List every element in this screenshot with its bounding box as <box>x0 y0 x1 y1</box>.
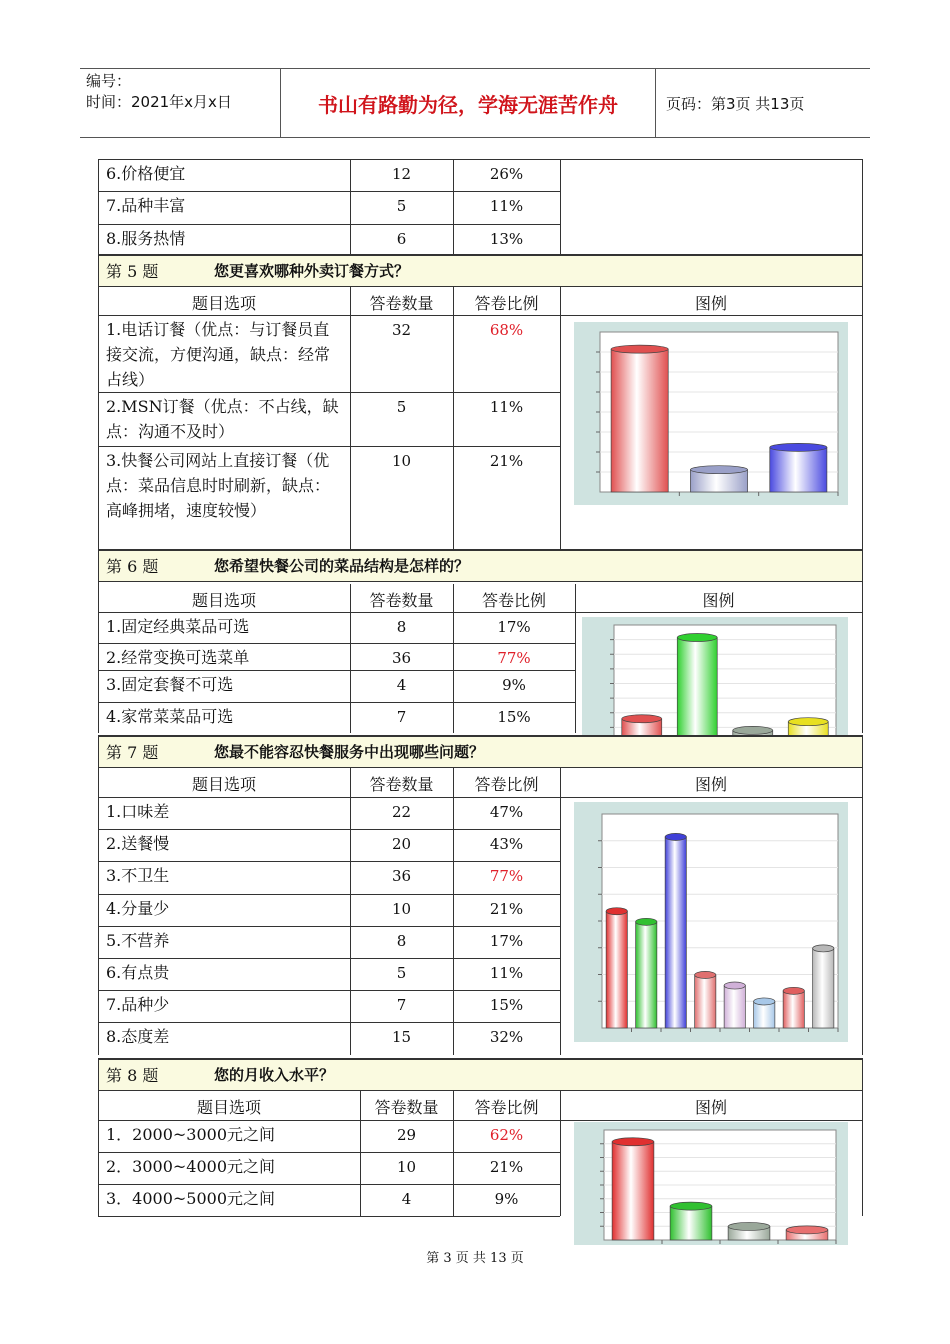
bar-top <box>612 1138 654 1146</box>
column-header-pct: 答卷比例 <box>474 294 539 313</box>
answer-percent: 9% <box>494 1190 519 1208</box>
question-title: 您最不能容忍快餐服务中出现哪些问题？ <box>214 742 485 761</box>
column-header-option: 题目选项 <box>191 591 256 610</box>
answer-count: 5 <box>396 197 407 215</box>
row-divider <box>98 735 862 737</box>
column-divider <box>862 549 863 733</box>
row-divider <box>98 224 560 225</box>
answer-percent: 17% <box>489 932 524 950</box>
column-divider <box>98 254 99 549</box>
chart-svg <box>574 322 848 505</box>
row-divider <box>98 829 560 830</box>
row-divider <box>98 1058 862 1060</box>
option-label: 7.品种丰富 <box>106 196 186 215</box>
answer-count: 10 <box>391 900 412 918</box>
column-header-pct: 答卷比例 <box>474 1098 539 1117</box>
column-divider <box>98 735 99 1055</box>
option-label: 2.MSN订餐（优点：不占线，缺点：沟通不及时） <box>106 397 339 441</box>
row-divider <box>98 581 862 582</box>
column-divider <box>862 159 863 254</box>
question-number: 第 6 题 <box>106 556 159 576</box>
option-label: 2．3000~4000元之间 <box>106 1157 276 1176</box>
row-divider <box>98 702 575 703</box>
option-label: 6.价格便宜 <box>106 164 186 183</box>
option-label: 4.分量少 <box>106 899 170 918</box>
row-divider <box>98 191 560 192</box>
answer-percent: 11% <box>489 398 524 416</box>
column-header-legend: 图例 <box>694 294 727 313</box>
answer-count: 8 <box>396 618 407 636</box>
bar <box>611 349 668 492</box>
chart-svg <box>582 617 848 748</box>
bar <box>724 986 745 1028</box>
answer-percent: 77% <box>489 867 524 885</box>
column-divider <box>350 159 351 254</box>
answer-percent: 47% <box>489 803 524 821</box>
column-divider <box>453 584 454 733</box>
column-divider <box>453 287 454 549</box>
answer-count: 7 <box>396 708 407 726</box>
row-divider <box>98 446 560 447</box>
answer-percent: 32% <box>489 1028 524 1046</box>
question-title: 您更喜欢哪种外卖订餐方式？ <box>214 261 410 280</box>
bar-chart <box>582 617 848 748</box>
date-label: 时间：2021年x月x日 <box>86 93 232 111</box>
chart-svg <box>574 802 848 1042</box>
page-header <box>80 68 870 138</box>
column-divider <box>98 549 99 733</box>
bar-top <box>611 345 668 353</box>
answer-count: 22 <box>391 803 412 821</box>
column-divider <box>98 159 99 254</box>
bar-top <box>728 1222 770 1230</box>
answer-count: 10 <box>391 452 412 470</box>
column-header-legend: 图例 <box>702 591 735 610</box>
answer-percent: 21% <box>489 1158 524 1176</box>
answer-percent: 15% <box>497 708 531 726</box>
bar-top <box>754 998 775 1005</box>
option-label: 1.口味差 <box>106 802 170 821</box>
answer-count: 36 <box>391 867 412 885</box>
option-label: 3.快餐公司网站上直接订餐（优点：菜品信息时时刷新，缺点：高峰拥堵，速度较慢） <box>106 451 331 520</box>
column-header-legend: 图例 <box>694 1098 727 1117</box>
option-label: 3.固定套餐不可选 <box>106 675 234 694</box>
code-label: 编号： <box>86 72 132 90</box>
answer-percent: 9% <box>502 676 526 694</box>
bar-top <box>813 945 834 952</box>
option-label: 2.经常变换可选菜单 <box>106 648 250 667</box>
answer-count: 29 <box>396 1126 417 1144</box>
option-label: 1.电话订餐（优点：与订餐员直接交流，方便沟通，缺点：经常占线） <box>106 320 331 389</box>
row-divider <box>98 1022 560 1023</box>
bar-chart <box>574 1122 848 1245</box>
answer-count: 4 <box>396 676 407 694</box>
question-row <box>98 549 862 581</box>
column-header-option: 题目选项 <box>191 775 256 794</box>
answer-percent: 11% <box>489 197 524 215</box>
answer-count: 36 <box>391 649 412 667</box>
answer-count: 10 <box>396 1158 417 1176</box>
question-row <box>98 254 862 286</box>
column-divider <box>350 287 351 549</box>
row-divider <box>98 254 862 256</box>
answer-percent: 17% <box>497 618 531 636</box>
answer-percent: 68% <box>489 321 524 339</box>
answer-percent: 62% <box>489 1126 524 1144</box>
column-header-count: 答卷数量 <box>369 775 434 794</box>
column-header-count: 答卷数量 <box>369 591 434 610</box>
row-divider <box>98 1216 560 1217</box>
answer-percent: 13% <box>489 230 524 248</box>
column-divider <box>360 1091 361 1216</box>
column-divider <box>453 1091 454 1216</box>
page-info: 页码：第3页 共13页 <box>666 94 805 113</box>
answer-percent: 26% <box>489 165 524 183</box>
bar-top <box>695 971 716 978</box>
answer-count: 32 <box>391 321 412 339</box>
question-number: 第 5 题 <box>106 261 159 281</box>
bar-top <box>788 718 828 726</box>
bar <box>770 447 827 492</box>
row-divider <box>98 1152 560 1153</box>
column-divider <box>98 1058 99 1216</box>
answer-count: 20 <box>391 835 412 853</box>
row-divider <box>98 861 560 862</box>
column-divider <box>350 768 351 1055</box>
column-header-pct: 答卷比例 <box>474 775 539 794</box>
answer-percent: 21% <box>489 452 524 470</box>
option-label: 1．2000~3000元之间 <box>106 1125 276 1144</box>
row-divider <box>98 1184 560 1185</box>
column-header-pct: 答卷比例 <box>481 591 546 610</box>
column-divider <box>453 768 454 1055</box>
bar-top <box>665 833 686 840</box>
question-title: 您的月收入水平？ <box>214 1065 335 1084</box>
column-header-option: 题目选项 <box>196 1098 261 1117</box>
bar <box>665 837 686 1028</box>
row-divider <box>98 670 575 671</box>
answer-count: 15 <box>391 1028 412 1046</box>
row-divider <box>98 549 862 551</box>
column-header-count: 答卷数量 <box>369 294 434 313</box>
option-label: 3.不卫生 <box>106 866 170 885</box>
bar <box>783 991 804 1028</box>
column-divider <box>575 584 576 733</box>
question-row <box>98 1058 862 1090</box>
answer-count: 8 <box>396 932 407 950</box>
column-divider <box>560 1091 561 1216</box>
answer-count: 5 <box>396 964 407 982</box>
column-header-count: 答卷数量 <box>374 1098 439 1117</box>
bar <box>677 638 717 742</box>
bar-top <box>783 987 804 994</box>
bar <box>695 975 716 1028</box>
bar <box>606 911 627 1028</box>
question-number: 第 8 题 <box>106 1065 159 1085</box>
bar-top <box>770 443 827 451</box>
bar-top <box>677 634 717 642</box>
row-divider <box>98 643 575 644</box>
column-divider <box>560 287 561 549</box>
column-header-option: 题目选项 <box>191 294 256 313</box>
bar-top <box>622 715 662 723</box>
bar <box>636 922 657 1028</box>
column-divider <box>862 1058 863 1216</box>
answer-percent: 15% <box>489 996 524 1014</box>
question-number: 第 7 题 <box>106 742 159 762</box>
row-divider <box>98 958 560 959</box>
answer-percent: 77% <box>497 649 531 667</box>
question-row <box>98 735 862 767</box>
bar-chart <box>574 802 848 1042</box>
row-divider <box>98 392 560 393</box>
bar-top <box>733 726 773 734</box>
answer-percent: 21% <box>489 900 524 918</box>
bar <box>670 1206 712 1240</box>
row-divider <box>98 926 560 927</box>
column-divider <box>560 159 561 254</box>
row-divider <box>98 990 560 991</box>
column-divider <box>560 768 561 1055</box>
column-divider <box>350 584 351 733</box>
column-header-legend: 图例 <box>694 775 727 794</box>
option-label: 2.送餐慢 <box>106 834 170 853</box>
option-label: 4.家常菜菜品可选 <box>106 707 234 726</box>
bar <box>754 1001 775 1028</box>
option-label: 3．4000~5000元之间 <box>106 1189 276 1208</box>
answer-count: 5 <box>396 398 407 416</box>
answer-percent: 43% <box>489 835 524 853</box>
option-label: 7.品种少 <box>106 995 170 1014</box>
option-label: 5.不营养 <box>106 931 170 950</box>
answer-percent: 11% <box>489 964 524 982</box>
bar-top <box>786 1226 828 1234</box>
option-label: 8.服务热情 <box>106 229 186 248</box>
footer-page-number: 第 3 页 共 13 页 <box>426 1251 524 1266</box>
option-label: 6.有点贵 <box>106 963 170 982</box>
header-meta <box>80 69 280 137</box>
bar-chart <box>574 322 848 505</box>
chart-svg <box>574 1122 848 1245</box>
bar-top <box>606 908 627 915</box>
bar <box>612 1142 654 1240</box>
motto: 书山有路勤为径，学海无涯苦作舟 <box>280 69 656 137</box>
bar-top <box>636 918 657 925</box>
answer-count: 6 <box>396 230 407 248</box>
option-label: 1.固定经典菜品可选 <box>106 617 250 636</box>
row-divider <box>98 894 560 895</box>
question-title: 您希望快餐公司的菜品结构是怎样的？ <box>214 556 470 575</box>
bar <box>813 948 834 1028</box>
column-divider <box>453 159 454 254</box>
column-divider <box>862 735 863 1055</box>
bar-top <box>724 982 745 989</box>
bar-top <box>690 466 747 474</box>
answer-count: 4 <box>401 1190 412 1208</box>
answer-count: 7 <box>396 996 407 1014</box>
answer-count: 12 <box>391 165 412 183</box>
option-label: 8.态度差 <box>106 1027 170 1046</box>
bar-top <box>670 1202 712 1210</box>
column-divider <box>862 254 863 549</box>
